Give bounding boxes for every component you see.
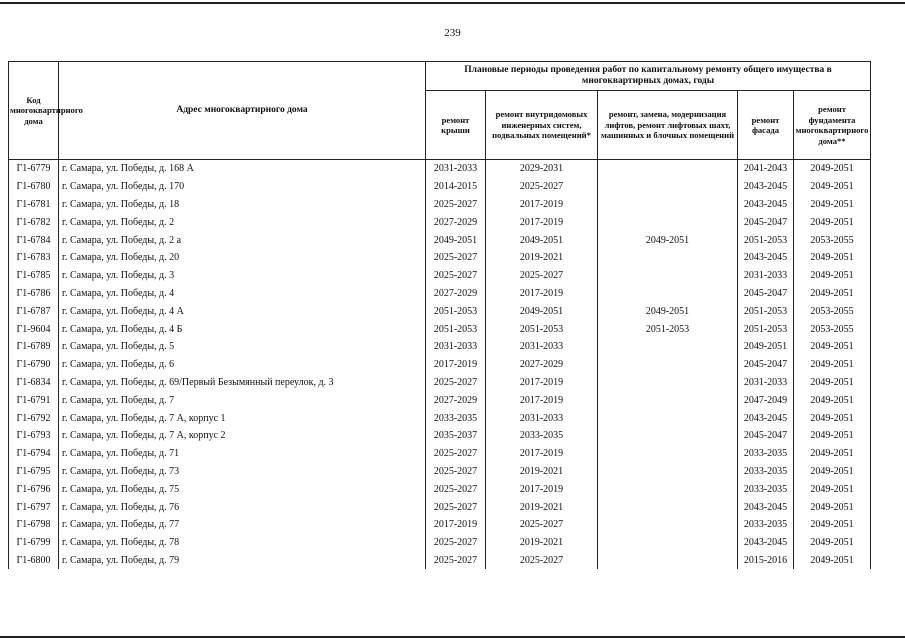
cell-foundation: 2049-2051: [794, 534, 871, 552]
table-row: [9, 267, 871, 285]
cell-facade: 2043-2045: [738, 196, 794, 214]
cell-code: Г1-6793: [9, 427, 59, 445]
cell-roof: 2025-2027: [426, 498, 486, 516]
cell-code: Г1-9604: [9, 320, 59, 338]
table-row: [9, 463, 871, 481]
cell-engineering: 2031-2033: [486, 338, 598, 356]
cell-foundation: 2049-2051: [794, 374, 871, 392]
cell-engineering: 2019-2021: [486, 498, 598, 516]
cell-engineering: 2027-2029: [486, 356, 598, 374]
cell-roof: 2027-2029: [426, 391, 486, 409]
cell-roof: 2025-2027: [426, 552, 486, 570]
cell-foundation: 2049-2051: [794, 445, 871, 463]
cell-lifts: [598, 178, 738, 196]
table-row: [9, 427, 871, 445]
page-top-border: [0, 2, 905, 4]
cell-engineering: 2051-2053: [486, 320, 598, 338]
cell-code: Г1-6785: [9, 267, 59, 285]
cell-lifts: [598, 409, 738, 427]
cell-foundation: 2049-2051: [794, 480, 871, 498]
cell-roof: 2035-2037: [426, 427, 486, 445]
table-row: [9, 196, 871, 214]
cell-facade: 2043-2045: [738, 409, 794, 427]
cell-roof: 2017-2019: [426, 516, 486, 534]
table-row: [9, 302, 871, 320]
table-row: [9, 552, 871, 570]
cell-roof: 2025-2027: [426, 480, 486, 498]
cell-roof: 2033-2035: [426, 409, 486, 427]
table-row: [9, 445, 871, 463]
cell-code: Г1-6795: [9, 463, 59, 481]
cell-roof: 2025-2027: [426, 267, 486, 285]
cell-code: Г1-6787: [9, 302, 59, 320]
cell-foundation: 2053-2055: [794, 320, 871, 338]
cell-code: Г1-6789: [9, 338, 59, 356]
cell-roof: 2025-2027: [426, 445, 486, 463]
cell-lifts: [598, 160, 738, 178]
cell-address: г. Самара, ул. Победы, д. 76: [59, 498, 426, 516]
cell-foundation: 2049-2051: [794, 516, 871, 534]
table-row: [9, 285, 871, 303]
cell-facade: 2031-2033: [738, 267, 794, 285]
cell-foundation: 2049-2051: [794, 463, 871, 481]
table-row: [9, 178, 871, 196]
cell-facade: 2045-2047: [738, 213, 794, 231]
cell-facade: 2015-2016: [738, 552, 794, 570]
cell-code: Г1-6779: [9, 160, 59, 178]
cell-address: г. Самара, ул. Победы, д. 5: [59, 338, 426, 356]
cell-facade: 2043-2045: [738, 534, 794, 552]
table-row: [9, 356, 871, 374]
cell-lifts: [598, 552, 738, 570]
cell-foundation: 2049-2051: [794, 498, 871, 516]
cell-roof: 2017-2019: [426, 356, 486, 374]
table-row: [9, 374, 871, 392]
cell-facade: 2049-2051: [738, 338, 794, 356]
cell-address: г. Самара, ул. Победы, д. 18: [59, 196, 426, 214]
cell-lifts: 2049-2051: [598, 231, 738, 249]
table-row: [9, 231, 871, 249]
cell-code: Г1-6791: [9, 391, 59, 409]
cell-foundation: 2049-2051: [794, 160, 871, 178]
cell-facade: 2041-2043: [738, 160, 794, 178]
header-facade: ремонт фасада: [738, 91, 794, 160]
cell-address: г. Самара, ул. Победы, д. 3: [59, 267, 426, 285]
cell-address: г. Самара, ул. Победы, д. 2: [59, 213, 426, 231]
cell-roof: 2025-2027: [426, 534, 486, 552]
table-row: [9, 320, 871, 338]
table-row: [9, 160, 871, 178]
cell-code: Г1-6781: [9, 196, 59, 214]
cell-lifts: [598, 534, 738, 552]
cell-roof: 2025-2027: [426, 196, 486, 214]
cell-lifts: [598, 374, 738, 392]
cell-facade: 2045-2047: [738, 427, 794, 445]
cell-engineering: 2017-2019: [486, 285, 598, 303]
table-body: [9, 160, 871, 570]
cell-foundation: 2049-2051: [794, 178, 871, 196]
cell-lifts: [598, 338, 738, 356]
cell-address: г. Самара, ул. Победы, д. 77: [59, 516, 426, 534]
cell-facade: 2045-2047: [738, 356, 794, 374]
cell-lifts: [598, 463, 738, 481]
cell-foundation: 2049-2051: [794, 213, 871, 231]
header-roof: ремонт крыши: [426, 91, 486, 160]
header-code: Код многоквартирного дома: [9, 62, 59, 160]
cell-facade: 2033-2035: [738, 480, 794, 498]
cell-foundation: 2049-2051: [794, 552, 871, 570]
cell-address: г. Самара, ул. Победы, д. 4 Б: [59, 320, 426, 338]
cell-address: г. Самара, ул. Победы, д. 78: [59, 534, 426, 552]
table-row: [9, 391, 871, 409]
cell-lifts: [598, 196, 738, 214]
cell-roof: 2051-2053: [426, 302, 486, 320]
cell-lifts: [598, 498, 738, 516]
cell-address: г. Самара, ул. Победы, д. 7: [59, 391, 426, 409]
cell-roof: 2014-2015: [426, 178, 486, 196]
header-foundation: ремонт фундамента многоквартирного дома**: [794, 91, 871, 160]
cell-lifts: [598, 445, 738, 463]
header-address: Адрес многоквартирного дома: [59, 62, 426, 160]
cell-facade: 2031-2033: [738, 374, 794, 392]
table-row: [9, 249, 871, 267]
cell-code: Г1-6780: [9, 178, 59, 196]
cell-facade: 2033-2035: [738, 463, 794, 481]
page-bottom-border: [0, 636, 905, 638]
cell-foundation: 2053-2055: [794, 231, 871, 249]
cell-facade: 2051-2053: [738, 302, 794, 320]
cell-engineering: 2025-2027: [486, 178, 598, 196]
table-row: [9, 498, 871, 516]
cell-facade: 2043-2045: [738, 178, 794, 196]
cell-foundation: 2049-2051: [794, 356, 871, 374]
cell-address: г. Самара, ул. Победы, д. 79: [59, 552, 426, 570]
cell-engineering: 2017-2019: [486, 480, 598, 498]
cell-foundation: 2049-2051: [794, 285, 871, 303]
cell-code: Г1-6797: [9, 498, 59, 516]
cell-address: г. Самара, ул. Победы, д. 20: [59, 249, 426, 267]
cell-foundation: 2049-2051: [794, 409, 871, 427]
cell-foundation: 2053-2055: [794, 302, 871, 320]
cell-facade: 2033-2035: [738, 516, 794, 534]
cell-code: Г1-6796: [9, 480, 59, 498]
cell-code: Г1-6783: [9, 249, 59, 267]
cell-code: Г1-6782: [9, 213, 59, 231]
cell-code: Г1-6786: [9, 285, 59, 303]
cell-foundation: 2049-2051: [794, 267, 871, 285]
cell-engineering: 2019-2021: [486, 463, 598, 481]
cell-code: Г1-6784: [9, 231, 59, 249]
cell-engineering: 2017-2019: [486, 213, 598, 231]
cell-lifts: [598, 213, 738, 231]
cell-facade: 2043-2045: [738, 249, 794, 267]
cell-code: Г1-6792: [9, 409, 59, 427]
cell-address: г. Самара, ул. Победы, д. 73: [59, 463, 426, 481]
cell-engineering: 2031-2033: [486, 409, 598, 427]
table-row: [9, 409, 871, 427]
cell-roof: 2025-2027: [426, 249, 486, 267]
cell-lifts: [598, 480, 738, 498]
cell-engineering: 2017-2019: [486, 391, 598, 409]
cell-address: г. Самара, ул. Победы, д. 4 А: [59, 302, 426, 320]
cell-address: г. Самара, ул. Победы, д. 6: [59, 356, 426, 374]
table-row: [9, 516, 871, 534]
table-row: [9, 480, 871, 498]
cell-address: г. Самара, ул. Победы, д. 7 А, корпус 2: [59, 427, 426, 445]
cell-facade: 2051-2053: [738, 231, 794, 249]
cell-engineering: 2017-2019: [486, 374, 598, 392]
cell-engineering: 2025-2027: [486, 267, 598, 285]
cell-engineering: 2017-2019: [486, 445, 598, 463]
page-number: 239: [444, 27, 461, 39]
cell-code: Г1-6799: [9, 534, 59, 552]
cell-lifts: 2051-2053: [598, 320, 738, 338]
cell-lifts: [598, 391, 738, 409]
cell-address: г. Самара, ул. Победы, д. 168 А: [59, 160, 426, 178]
cell-lifts: [598, 285, 738, 303]
cell-engineering: 2019-2021: [486, 534, 598, 552]
cell-engineering: 2025-2027: [486, 552, 598, 570]
cell-roof: 2049-2051: [426, 231, 486, 249]
cell-foundation: 2049-2051: [794, 196, 871, 214]
cell-facade: 2045-2047: [738, 285, 794, 303]
cell-engineering: 2049-2051: [486, 302, 598, 320]
cell-roof: 2025-2027: [426, 463, 486, 481]
cell-foundation: 2049-2051: [794, 427, 871, 445]
cell-code: Г1-6834: [9, 374, 59, 392]
cell-foundation: 2049-2051: [794, 249, 871, 267]
header-periods-group: Плановые периоды проведения работ по капитальному ремонту общего имущества в многоквартирных домах, годы: [426, 62, 871, 91]
cell-foundation: 2049-2051: [794, 391, 871, 409]
repair-schedule-table: [8, 61, 871, 569]
cell-engineering: 2017-2019: [486, 196, 598, 214]
cell-roof: 2031-2033: [426, 160, 486, 178]
cell-lifts: [598, 427, 738, 445]
cell-address: г. Самара, ул. Победы, д. 69/Первый Безымянный переулок, д. 3: [59, 374, 426, 392]
header-lifts: ремонт, замена, модернизация лифтов, ремонт лифтовых шахт, машинных и блочных помещений: [598, 91, 738, 160]
cell-engineering: 2049-2051: [486, 231, 598, 249]
cell-roof: 2027-2029: [426, 213, 486, 231]
cell-engineering: 2025-2027: [486, 516, 598, 534]
cell-roof: 2031-2033: [426, 338, 486, 356]
cell-address: г. Самара, ул. Победы, д. 4: [59, 285, 426, 303]
cell-roof: 2025-2027: [426, 374, 486, 392]
cell-address: г. Самара, ул. Победы, д. 75: [59, 480, 426, 498]
cell-address: г. Самара, ул. Победы, д. 2 а: [59, 231, 426, 249]
cell-lifts: 2049-2051: [598, 302, 738, 320]
cell-code: Г1-6800: [9, 552, 59, 570]
table-row: [9, 534, 871, 552]
cell-code: Г1-6798: [9, 516, 59, 534]
table-row: [9, 213, 871, 231]
cell-code: Г1-6794: [9, 445, 59, 463]
cell-engineering: 2033-2035: [486, 427, 598, 445]
cell-address: г. Самара, ул. Победы, д. 170: [59, 178, 426, 196]
cell-lifts: [598, 249, 738, 267]
cell-address: г. Самара, ул. Победы, д. 7 А, корпус 1: [59, 409, 426, 427]
cell-roof: 2051-2053: [426, 320, 486, 338]
cell-engineering: 2029-2031: [486, 160, 598, 178]
cell-facade: 2033-2035: [738, 445, 794, 463]
cell-foundation: 2049-2051: [794, 338, 871, 356]
header-engineering: ремонт внутридомовых инженерных систем, подвальных помещений*: [486, 91, 598, 160]
cell-roof: 2027-2029: [426, 285, 486, 303]
cell-lifts: [598, 356, 738, 374]
cell-facade: 2043-2045: [738, 498, 794, 516]
table-row: [9, 338, 871, 356]
cell-lifts: [598, 516, 738, 534]
cell-address: г. Самара, ул. Победы, д. 71: [59, 445, 426, 463]
cell-code: Г1-6790: [9, 356, 59, 374]
cell-facade: 2051-2053: [738, 320, 794, 338]
cell-lifts: [598, 267, 738, 285]
cell-engineering: 2019-2021: [486, 249, 598, 267]
cell-facade: 2047-2049: [738, 391, 794, 409]
